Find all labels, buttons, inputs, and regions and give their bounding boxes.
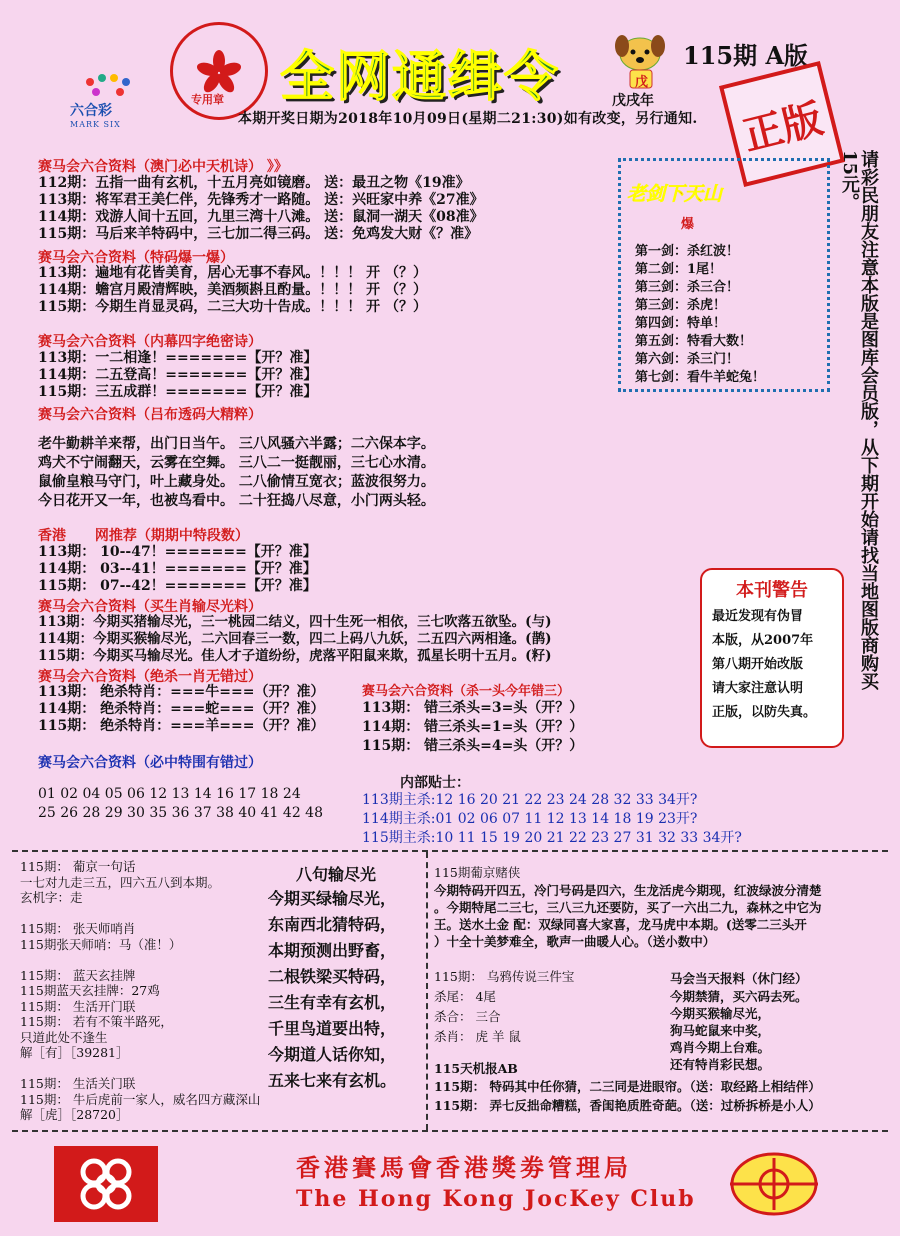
list-item: 杀肖： 虎 羊 鼠: [434, 1029, 521, 1044]
s8-list: [362, 700, 583, 757]
list-item: 还有特肖彩民想。: [670, 1057, 771, 1072]
list-item: 115期：今期生肖显灵码，二三大功十告成。！！！ 开 （？）: [38, 299, 427, 315]
list-item: 113期：遍地有花皆美育，居心无事不春风。！！！ 开 （？）: [38, 265, 427, 281]
list-item: 113期： 绝杀特肖：===牛===（开？准）: [38, 684, 325, 700]
s1-title: 赛马会六合资料（澳门必中天机诗） 》》: [38, 159, 288, 175]
list-item: 老牛勤耕羊来帮，出门日当午。 三八风骚六半露；二六保本字。: [38, 436, 435, 452]
list-item: 115期主杀:10 11 15 19 20 21 22 23 27 31 32 33 34开?: [362, 830, 742, 846]
s6-list: [38, 614, 551, 665]
s7-title: 赛马会六合资料（绝杀一肖无错过）: [38, 669, 262, 685]
right-emblem: [722, 1146, 826, 1222]
crow-title: 115期： 乌鸦传说三件宝: [434, 969, 575, 984]
list-item: 第五剑：特看大数！: [635, 334, 753, 349]
list-item: 115期： 特码其中任你猜，二三同是进眼帘。（送：取经路上相结伴）: [434, 1079, 821, 1094]
list-item: 第一剑：杀红波！: [635, 244, 740, 259]
list-item: 今日花开又一年，也被鸟看中。 二十狂捣八尽意，小门两头轻。: [38, 493, 435, 509]
list-item: 115期：今期买马输尽光。佳人才子道纷纷，虎落平阳鼠来欺，孤星长明十五月。(籽): [38, 648, 552, 664]
list-item: 一七对九走三五，四六五八到本期。: [20, 874, 221, 890]
list-item: 115期： 生活关门联: [20, 1076, 136, 1091]
list-item: 115期：马后来羊特码中，三七加二得三码。 送：免鸡发大财《？准》: [38, 226, 479, 242]
list-item: 113期：一二相逢！=======【开？准】: [38, 350, 318, 366]
knot-logo-icon: [54, 1146, 158, 1222]
dog-mascot: [608, 26, 672, 90]
warning-box: [700, 568, 844, 748]
list-item: 第七剑：看牛羊蛇兔！: [635, 370, 766, 385]
list-item: 114期：今期买猴输尽光，二六回春三一数，四二上码八九妖，二五四六两相逢。(鹊): [38, 631, 552, 647]
s2-title: 赛马会六合资料（特码爆一爆）: [38, 250, 234, 266]
poem-title: 八句输尽光: [296, 865, 377, 884]
list-item: 114期： 错三杀头=1=头（开？）: [362, 719, 584, 735]
tips-title: 内部贴士：: [400, 775, 470, 791]
lunar-year: 戊戌年: [612, 93, 654, 109]
list-item: 115期张天师哨：马（准！）: [20, 936, 182, 952]
list-item: 113期： 10--47！=======【开？准】: [38, 544, 317, 560]
list-item: 今期禁猜，买六码去死。: [670, 989, 808, 1004]
warning-list: [712, 608, 842, 728]
list-item: 115期： 弄七反拙命糟糕，香闺艳质胜奇葩。（送：过桥拆桥是小人）: [434, 1098, 821, 1113]
list-item: 第二剑：1尾！: [635, 262, 723, 277]
list-item: 115期： 葡京一句话: [20, 859, 136, 874]
number-row: 01 02 04 05 06 12 13 14 16 17 18 24: [38, 786, 301, 802]
sword-list: [635, 243, 765, 387]
list-item: 第三剑：杀虎！: [635, 298, 727, 313]
s4-list: [38, 436, 435, 512]
s2-list: [38, 265, 427, 316]
footer-en: The Hong Kong JocKey Club: [296, 1186, 696, 1212]
list-item: 今期买猴输尽光，: [670, 1006, 771, 1021]
list-item: [20, 905, 260, 921]
sword-box: [618, 158, 830, 392]
list-item: 狗马蛇鼠来中奖，: [670, 1023, 771, 1038]
dog-tag: 戊: [635, 75, 649, 90]
list-item: 本期预测出野畜，: [268, 941, 397, 960]
list-item: 正版，以防失真。: [712, 705, 817, 720]
list-item: 二根铁梁买特码，: [268, 967, 397, 986]
list-item: 最近发现有伪冒: [712, 609, 804, 624]
vertical-notice: 请彩民朋友注意本版是图库会员版，从下期开始请找当地图版商购买15元。: [839, 150, 879, 690]
s4-title: 赛马会六合资料（吕布透码大精粹）: [38, 407, 262, 423]
draw-notice: 本期开奖日期为2018年10月09日(星期二21:30)如有改变，另行通知.: [238, 111, 698, 127]
list-item: 115期蓝天玄挂牌：27鸡: [20, 983, 160, 998]
list-item: 鼠偷皇粮马守门，叶上藏身处。 二八偷情互宽衣；蓝波很努力。: [38, 474, 435, 490]
list-item: [20, 1060, 260, 1076]
list-item: 只道此处不逢生: [20, 1029, 108, 1045]
list-item: [20, 951, 260, 967]
list-item: 115期： 生活开门联: [20, 998, 136, 1014]
list-item: 千里鸟道要出特，: [268, 1019, 397, 1038]
list-item: 今期买绿输尽光，: [268, 889, 397, 908]
marksix-logo: [70, 72, 160, 129]
sword-title: 老剑下天山: [627, 183, 723, 205]
list-item: 杀尾： 4尾: [434, 989, 496, 1004]
list-item: 解［有］［39281］: [20, 1045, 129, 1060]
footer-cn: 香港賽馬會香港獎劵管理局: [296, 1153, 632, 1182]
s3-title: 赛马会六合资料（内幕四字绝密诗）: [38, 334, 262, 350]
stamp-text: 正版: [738, 94, 828, 160]
list-item: 杀合： 三合: [434, 1009, 501, 1024]
list-item: 113期：将军君王美仁伴，先锋秀才一路随。 送：兴旺家中养《27准》: [38, 192, 484, 208]
list-item: 114期：蟾宫月殿清辉映，美酒频斟且酌量。！！！ 开 （？）: [38, 282, 427, 298]
jockey-club-emblem-icon: [722, 1146, 826, 1222]
list-item: 115期： 若有不策半路死，: [20, 1014, 173, 1029]
sword-burst: 爆: [681, 217, 695, 232]
list-item: 第八期开始改版: [712, 657, 804, 672]
poem-list: [268, 890, 396, 1098]
list-item: 115期： 07--42！=======【开？准】: [38, 578, 317, 594]
s3-list: [38, 350, 317, 401]
page-title: 全网通缉令: [280, 44, 560, 108]
list-item: 115期： 绝杀特肖：===羊===（开？准）: [38, 718, 325, 734]
list-item: 鸡犬不宁闹翻天，云雾在空舞。 三八二一挺靓丽，三七心水清。: [38, 455, 435, 471]
left-emblem: [54, 1146, 158, 1222]
list-item: 113期：今期买猪输尽光，三一桃园二结义，四十生死一相依，三七吹落五欲坠。(与): [38, 614, 552, 630]
list-item: 第三剑：杀三合！: [635, 280, 740, 295]
list-item: 114期：二五登高！=======【开？准】: [38, 367, 318, 383]
list-item: 五来七来有玄机。: [268, 1071, 397, 1090]
issue-edition: 115期 A版: [683, 41, 809, 70]
warning-title: 本刊警告: [736, 580, 808, 601]
list-item: 第六剑：杀三门！: [635, 352, 740, 367]
list-item: 115期： 错三杀头=4=头（开？）: [362, 738, 584, 754]
ma-title: 马会当天报料（休门经）: [670, 971, 808, 986]
list-item: 第四剑：特单！: [635, 316, 727, 331]
marksix-en: MARK SIX: [70, 120, 121, 129]
crow-list: [434, 988, 521, 1048]
s7-list: [38, 684, 324, 735]
para-line: 王。送水土金 配：双绿同喜大家喜，龙马虎中本期。(送零二三头开: [434, 917, 807, 932]
list-item: 今期道人话你知，: [268, 1045, 397, 1064]
list-item: 解［虎］［28720］: [20, 1107, 129, 1122]
para-line: ）十全十美梦难全，歌声一曲暖人心。（送小数中）: [434, 934, 716, 949]
s9-title: 赛马会六合资料（必中特围有错过）: [38, 755, 262, 771]
para-line: 。今期特尾二三七，三八三九还要防，买了一六出二九，森林之中它为: [434, 900, 822, 915]
bottom-right-title: 115期葡京赌侠: [434, 865, 521, 880]
s5-title-a: 香港: [38, 528, 66, 544]
tips-list: [362, 792, 742, 849]
list-item: 玄机字：走: [20, 890, 83, 905]
list-item: 东南西北猜特码，: [268, 915, 397, 934]
list-item: 请大家注意认明: [712, 681, 804, 696]
marksix-cn: 六合彩: [70, 103, 112, 119]
list-item: 113期主杀:12 16 20 21 22 23 24 28 32 33 34开?: [362, 792, 698, 808]
ab-title: 115天机报AB: [434, 1061, 518, 1076]
ma-list: [670, 988, 808, 1073]
s5-list: [38, 544, 317, 595]
divider: [12, 1130, 888, 1132]
list-item: 115期：三五成群！=======【开？准】: [38, 384, 318, 400]
s8-title: 赛马会六合资料（杀一头今年错三）: [362, 684, 571, 699]
s9-numbers: [38, 786, 323, 824]
s6-title: 赛马会六合资料（买生肖输尽光料）: [38, 599, 262, 615]
divider-vertical: [426, 852, 428, 1130]
official-seal: [170, 22, 268, 120]
s5-title-b: 网推荐（期期中特段数）: [94, 528, 249, 544]
list-item: 114期主杀:01 02 06 07 11 12 13 14 18 19 23开?: [362, 811, 698, 827]
list-item: 114期： 绝杀特肖：===蛇===（开？准）: [38, 701, 325, 717]
list-item: 113期： 错三杀头=3=头（开？）: [362, 700, 584, 716]
number-row: 25 26 28 29 30 35 36 37 38 40 41 42 48: [38, 805, 323, 821]
list-item: 115期： 张天师哨肖: [20, 921, 136, 936]
para-line: 今期特码开四五，冷门号码是四六，生龙活虎今期现，红波绿波分清楚: [434, 883, 822, 898]
ab-list: [434, 1078, 821, 1116]
list-item: 三生有幸有玄机，: [268, 993, 397, 1012]
list-item: 114期： 03--41！=======【开？准】: [38, 561, 317, 577]
seal-sub: 专用章: [191, 93, 224, 106]
list-item: 115期： 蓝天玄挂牌: [20, 967, 136, 983]
bottom-left-list: [20, 858, 260, 1122]
bottom-right-para: [434, 882, 822, 950]
marksix-dots-icon: [70, 72, 160, 102]
list-item: 115期： 牛后虎前一家人，威名四方藏深山: [20, 1091, 261, 1107]
list-item: 鸡肖今期上台难。: [670, 1040, 771, 1055]
s5-title: [38, 525, 249, 545]
list-item: 114期：戏游人间十五回，九里三湾十八滩。 送：鼠洞一湖天《08准》: [38, 209, 484, 225]
list-item: 112期：五指一曲有玄机，十五月亮如镜磨。 送：最丑之物《19准》: [38, 175, 470, 191]
list-item: 本版，从2007年: [712, 633, 814, 648]
s1-list: [38, 175, 484, 243]
divider: [12, 850, 888, 852]
